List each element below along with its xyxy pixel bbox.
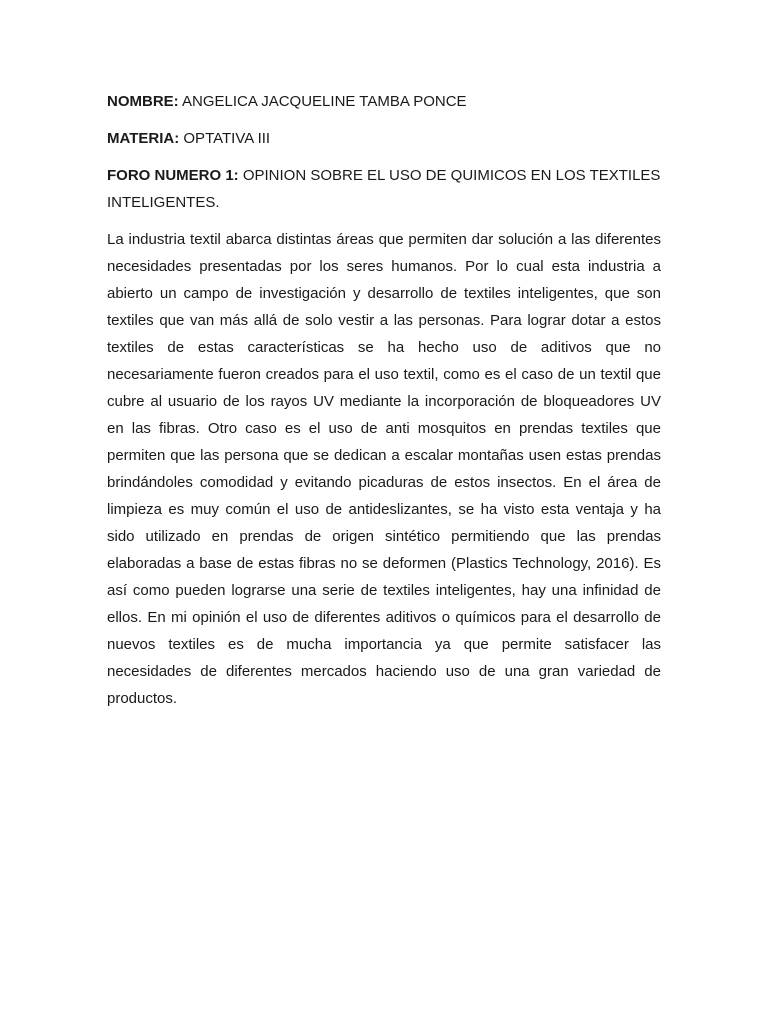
foro-line [107,162,661,216]
materia-value: OPTATIVA III [183,130,271,147]
nombre-label: NOMBRE: [107,93,179,110]
nombre-value: ANGELICA JACQUELINE TAMBA PONCE [182,93,467,110]
body-paragraph: La industria textil abarca distintas áreas que permiten dar solución a las diferentes necesidades presentadas por los seres humanos. Por lo cual esta industria a abierto un campo de investigación y desarrollo de textiles inteligentes, que son textiles que van más allá de solo vestir a las personas. Para lograr dotar a estos textiles de estas características se ha hecho uso de aditivos que no necesariamente fueron creados para el uso textil, como es el caso de un textil que cubre al usuario de los rayos UV mediante la incorporación de bloqueadores UV en las fibras. Otro caso es el uso de anti mosquitos en prendas textiles que permiten que las persona que se dedican a escalar montañas usen estas prendas brindándoles comodidad y evitando picaduras de estos insectos. En el área de limpieza es muy común el uso de antideslizantes, se ha visto esta ventaja y ha sido utilizado en prendas de origen sintético permitiendo que las prendas elaboradas a base de estas fibras no se deformen (Plastics Technology, 2016). Es así como pueden lograrse una serie de textiles inteligentes, hay una infinidad de ellos. En mi opinión el uso de diferentes aditivos o químicos para el desarrollo de nuevos textiles es de mucha importancia ya que permite satisfacer las necesidades de diferentes mercados haciendo uso de una gran variedad de productos. [107,231,661,707]
materia-line [107,125,661,152]
foro-value: OPINION SOBRE EL USO DE QUIMICOS EN LOS TEXTILES INTELIGENTES. [107,167,661,211]
foro-label: FORO NUMERO 1: [107,167,239,184]
nombre-line [107,88,661,115]
materia-label: MATERIA: [107,130,180,147]
